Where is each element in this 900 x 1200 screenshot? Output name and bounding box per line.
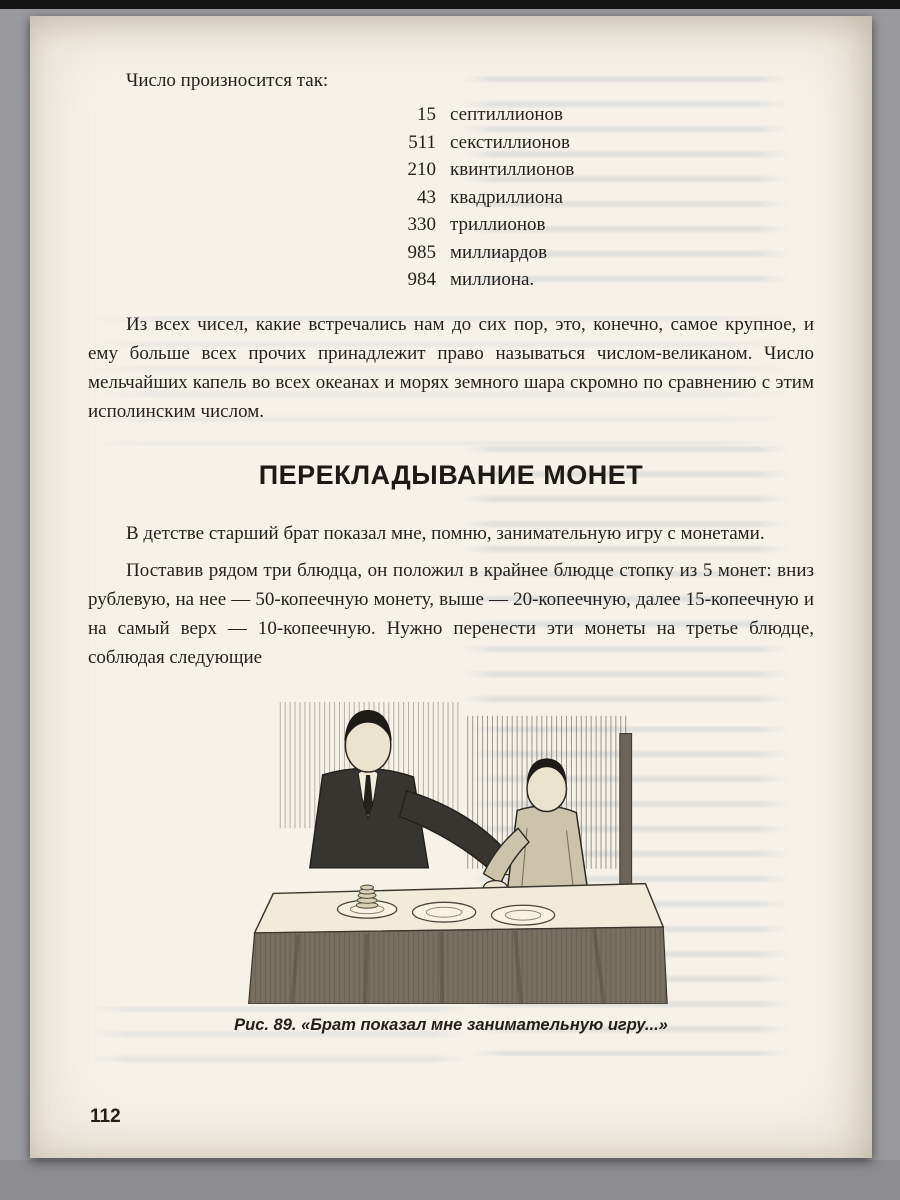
number-unit: квинтиллионов — [450, 159, 575, 180]
paragraph: Из всех чисел, какие встречались нам до сих пор, это, конечно, самое крупное, и ему больше всех прочих принадлежит право называться числом-великаном. Число мельчайших капель во всех океанах и морях земного шара скромно по сравнению с этим исполинским числом. — [88, 313, 814, 422]
number-value: 984 — [407, 269, 436, 290]
number-unit: секстиллионов — [450, 131, 571, 153]
number-row — [384, 129, 814, 157]
tablecloth — [249, 927, 668, 1004]
number-unit: миллиардов — [450, 241, 548, 263]
intro-line: Число произносится так: — [126, 70, 329, 91]
number-value: 43 — [417, 186, 436, 208]
number-value: 511 — [408, 131, 436, 153]
number-value: 15 — [417, 104, 436, 125]
number-row — [384, 184, 814, 212]
table — [255, 883, 664, 932]
section-heading: ПЕРЕКЛАДЫВАНИЕ МОНЕТ — [258, 459, 644, 490]
saucer — [413, 902, 476, 922]
number-row — [384, 156, 814, 184]
number-unit: миллиона. — [450, 269, 535, 290]
book-page — [30, 16, 872, 1158]
page-number: 112 — [90, 1106, 121, 1127]
number-unit: триллионов — [450, 214, 546, 235]
paragraph: Поставив рядом три блюдца, он положил в крайнее блюдце стопку из 5 монет: вниз рублевую, на нее — 50-копеечную монету, выше — 20-копеечную, далее 15-копеечную и на самый верх — 10-копеечную. Нужно перенести эти монеты на третье блюдце, соблюдая следующие — [88, 559, 814, 668]
paragraph: В детстве старший брат показал мне, помню, занимательную игру с монетами. — [126, 522, 765, 544]
saucer — [491, 905, 554, 925]
number-value: 985 — [407, 241, 436, 263]
chair-post — [620, 733, 632, 907]
figure-caption: Рис. 89. «Брат показал мне занимательную игру...» — [234, 1015, 668, 1034]
number-value: 330 — [407, 214, 436, 235]
number-unit: квадриллиона — [450, 186, 563, 208]
page-content — [30, 16, 872, 1035]
figure-illustration — [216, 698, 686, 1004]
number-unit: септиллионов — [450, 104, 564, 125]
number-row — [384, 101, 814, 129]
number-row — [384, 211, 814, 239]
figure — [88, 698, 814, 1035]
number-row — [384, 266, 814, 294]
number-value: 210 — [407, 159, 436, 180]
coin-stack — [356, 885, 378, 908]
number-row — [384, 239, 814, 267]
giant-number-list — [384, 101, 814, 294]
